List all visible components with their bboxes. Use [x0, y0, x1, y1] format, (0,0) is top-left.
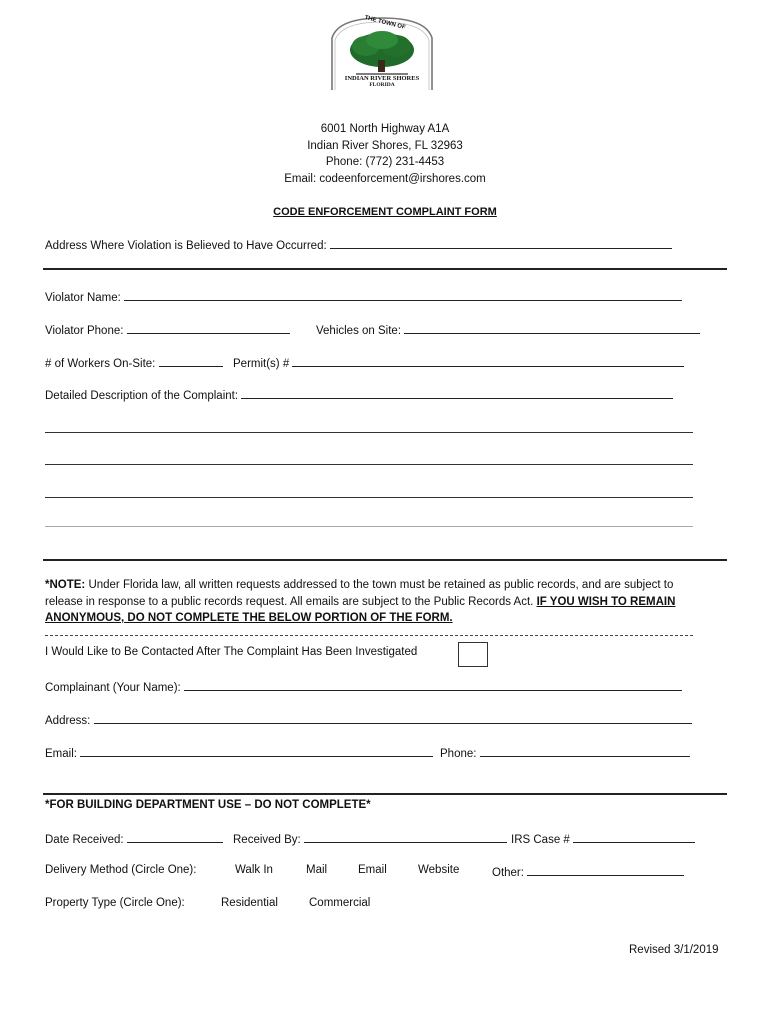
office-use-heading: *FOR BUILDING DEPARTMENT USE – DO NOT COMPLETE* — [45, 799, 371, 811]
permits-label: Permit(s) # — [233, 358, 290, 370]
delivery-other-field[interactable] — [527, 864, 684, 876]
vehicles-row — [316, 322, 700, 337]
permits-field[interactable] — [292, 355, 684, 367]
phone-line: Phone: (772) 231-4453 — [325, 156, 445, 168]
address-line-2: Indian River Shores, FL 32963 — [307, 140, 463, 152]
complainant-phone-row — [440, 745, 690, 760]
complainant-phone-label: Phone: — [440, 748, 477, 760]
complainant-email-label: Email: — [45, 748, 77, 760]
note-text-2: release in response to a public records request. All emails are subject to the Public Records Act. — [45, 596, 537, 608]
complainant-email-field[interactable] — [80, 745, 433, 757]
cut-line — [45, 635, 693, 636]
description-field-line-1[interactable] — [241, 387, 673, 399]
town-logo — [330, 16, 434, 92]
delivery-other-row — [492, 864, 684, 879]
complainant-name-field[interactable] — [184, 679, 682, 691]
note-label: *NOTE: — [45, 579, 86, 591]
note-warning-2: ANONYMOUS, DO NOT COMPLETE THE BELOW PORTION OF THE FORM. — [45, 612, 453, 624]
date-received-field[interactable] — [127, 831, 223, 843]
delivery-option-mail[interactable]: Mail — [306, 864, 328, 876]
form-title: CODE ENFORCEMENT COMPLAINT FORM — [273, 206, 497, 218]
email-line: Email: codeenforcement@irshores.com — [284, 173, 486, 185]
section-divider — [43, 268, 727, 270]
delivery-option-email[interactable]: Email — [358, 864, 387, 876]
description-line-2[interactable] — [45, 432, 693, 433]
complainant-email-row — [45, 745, 433, 760]
complainant-phone-field[interactable] — [480, 745, 690, 757]
date-received-label: Date Received: — [45, 834, 124, 846]
violator-name-row — [45, 289, 682, 304]
violator-phone-row — [45, 322, 290, 337]
irs-case-label: IRS Case # — [511, 834, 570, 846]
description-row — [45, 387, 673, 402]
workers-row — [45, 355, 223, 370]
delivery-other-label: Other: — [492, 867, 524, 879]
violation-address-field[interactable] — [330, 237, 672, 249]
received-by-row — [233, 831, 507, 846]
property-type-label: Property Type (Circle One): — [45, 897, 185, 909]
violator-phone-label: Violator Phone: — [45, 325, 124, 337]
complainant-address-row — [45, 712, 692, 727]
logo-town-name: INDIAN RIVER SHORES — [344, 75, 420, 82]
description-label: Detailed Description of the Complaint: — [45, 390, 239, 402]
note-line-2 — [45, 596, 675, 608]
irs-case-field[interactable] — [573, 831, 695, 843]
section-divider — [43, 793, 727, 795]
contact-request-checkbox[interactable] — [458, 642, 488, 667]
logo-arc-text: THE TOWN OF — [363, 15, 406, 31]
violator-name-field[interactable] — [124, 289, 682, 301]
property-option-commercial[interactable]: Commercial — [309, 897, 371, 909]
date-received-row — [45, 831, 223, 846]
violation-address-label: Address Where Violation is Believed to Have Occurred: — [45, 240, 327, 252]
workers-label: # of Workers On-Site: — [45, 358, 156, 370]
property-option-residential[interactable]: Residential — [221, 897, 278, 909]
note-warning-1: IF YOU WISH TO REMAIN — [536, 596, 676, 608]
delivery-option-walk-in[interactable]: Walk In — [235, 864, 273, 876]
note-text-1: Under Florida law, all written requests addressed to the town must be retained as public records, and are subject to — [85, 579, 674, 591]
delivery-option-website[interactable]: Website — [418, 864, 460, 876]
vehicles-field[interactable] — [404, 322, 700, 334]
permits-row — [233, 355, 684, 370]
description-line-4[interactable] — [45, 497, 693, 498]
complainant-name-label: Complainant (Your Name): — [45, 682, 181, 694]
logo-state-name: FLORIDA — [369, 82, 395, 88]
contact-request-label: I Would Like to Be Contacted After The Complaint Has Been Investigated — [45, 646, 418, 658]
vehicles-label: Vehicles on Site: — [316, 325, 402, 337]
section-divider — [43, 559, 727, 561]
revision-date: Revised 3/1/2019 — [629, 944, 719, 956]
complainant-address-field[interactable] — [94, 712, 692, 724]
violation-address-row — [45, 237, 672, 252]
note-line-1 — [45, 579, 673, 591]
received-by-label: Received By: — [233, 834, 301, 846]
complainant-row — [45, 679, 682, 694]
violator-name-label: Violator Name: — [45, 292, 121, 304]
irs-case-row — [511, 831, 695, 846]
description-line-5[interactable] — [45, 526, 693, 527]
received-by-field[interactable] — [304, 831, 507, 843]
complainant-address-label: Address: — [45, 715, 91, 727]
description-line-3[interactable] — [45, 464, 693, 465]
delivery-method-label: Delivery Method (Circle One): — [45, 864, 197, 876]
address-line-1: 6001 North Highway A1A — [320, 123, 450, 135]
workers-field[interactable] — [159, 355, 223, 367]
violator-phone-field[interactable] — [127, 322, 290, 334]
